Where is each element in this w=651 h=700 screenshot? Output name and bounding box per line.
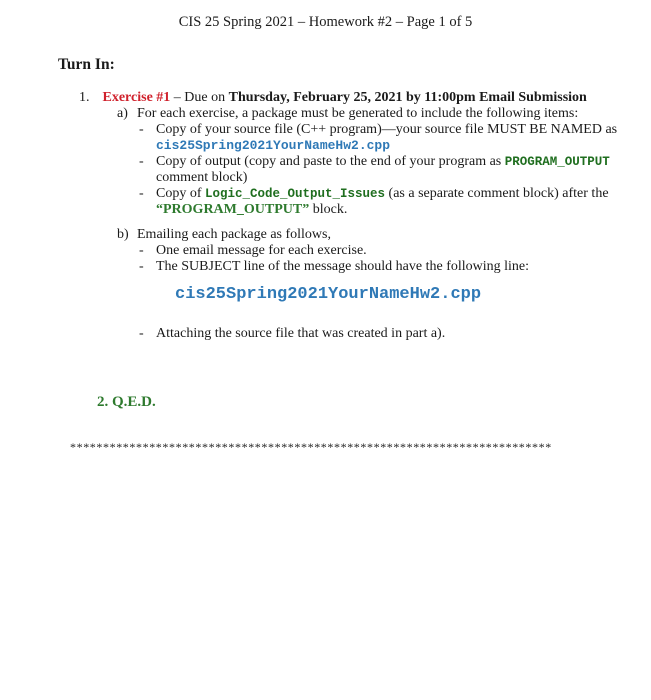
email-subject-line: cis25Spring2021YourNameHw2.cpp: [175, 285, 482, 304]
b-bullet-1-text: One email message for each exercise.: [156, 243, 367, 258]
item-b-text: Emailing each package as follows,: [137, 227, 331, 242]
turn-in-heading: Turn In:: [58, 56, 115, 73]
a-bullet-1-text: Copy of your source file (C++ program)—your source file MUST BE NAMED as: [156, 122, 618, 137]
asterisk-separator: *************************************************************************: [70, 440, 552, 454]
item-a-marker: a): [117, 106, 128, 121]
bullet-dash: -: [139, 122, 144, 137]
bullet-dash: -: [139, 259, 144, 274]
b-bullet-3-text: Attaching the source file that was created in part a).: [156, 326, 446, 341]
page-header: CIS 25 Spring 2021 – Homework #2 – Page 1 of 5: [178, 14, 473, 30]
b-bullet-2: [139, 259, 530, 275]
due-prefix: – Due on: [170, 90, 229, 105]
program-output-code: PROGRAM_OUTPUT: [504, 155, 610, 169]
a-bullet-3-text: Copy of: [156, 186, 202, 201]
program-output-quote: “PROGRAM_OUTPUT”: [156, 202, 310, 217]
block-word: block.: [309, 202, 348, 217]
a-bullet-1: [139, 122, 618, 138]
a-bullet-1-filename-line: [156, 138, 390, 154]
exercise-label: Exercise #1: [102, 90, 171, 105]
a-bullet-2-cont: comment block): [156, 170, 248, 185]
list-number: 1.: [79, 90, 90, 105]
a-bullet-3-cont: [156, 202, 347, 218]
qed-item: 2. Q.E.D.: [97, 394, 156, 410]
due-date: Thursday, February 25, 2021 by 11:00pm Email Submission: [228, 90, 587, 105]
bullet-dash: -: [139, 326, 144, 341]
item-a-text: For each exercise, a package must be generated to include the following items:: [137, 106, 579, 121]
b-bullet-3: [139, 326, 446, 342]
a-bullet-2: [139, 154, 610, 170]
bullet-dash: -: [139, 154, 144, 169]
a-bullet-3-after: (as a separate comment block) after the: [388, 186, 609, 201]
logic-code-output-issues-code: Logic_Code_Output_Issues: [205, 187, 386, 201]
bullet-dash: -: [139, 243, 144, 258]
b-bullet-2-text: The SUBJECT line of the message should have the following line:: [156, 259, 530, 274]
exercise-1-line: [79, 90, 587, 106]
bullet-dash: -: [139, 186, 144, 201]
b-bullet-1: [139, 243, 367, 259]
a-bullet-2-text: Copy of output (copy and paste to the end of your program as: [156, 154, 502, 169]
source-filename: cis25Spring2021YourNameHw2.cpp: [156, 138, 391, 153]
a-bullet-3: [139, 186, 609, 202]
item-b-marker: b): [117, 227, 129, 242]
